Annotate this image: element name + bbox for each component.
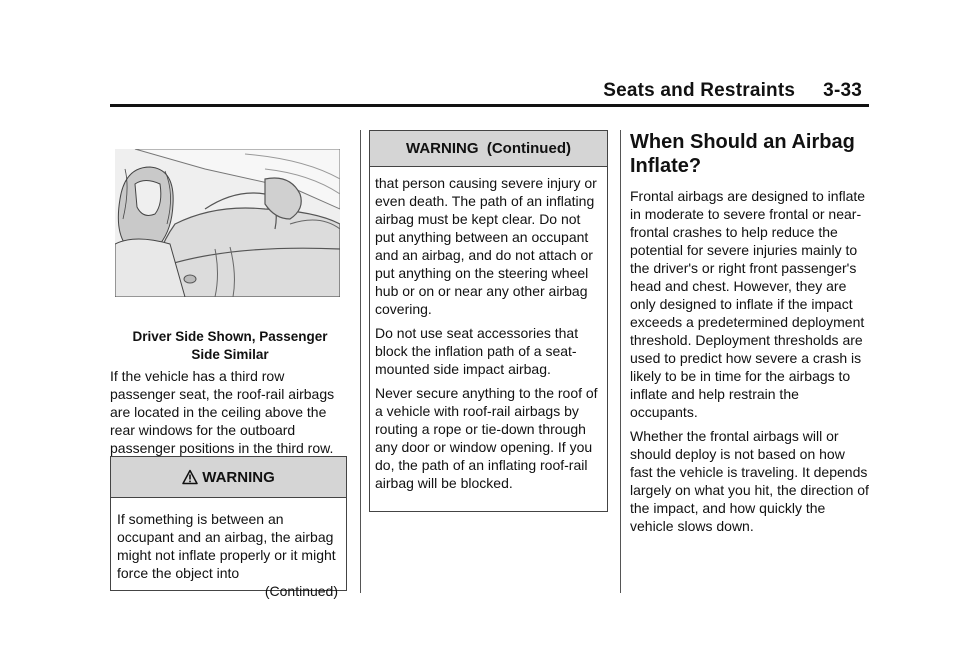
warning-continued-header bbox=[370, 131, 607, 167]
section-heading: When Should an Airbag Inflate? bbox=[630, 131, 855, 177]
warning-paragraph: that person causing severe injury or even death. The path of an inflating airbag must be kept clear. Do not put anything between an occupant and an airbag, and do not attach or put anything on the steering wheel hub or on or near any other airbag covering. bbox=[375, 175, 597, 317]
warning-continued-box bbox=[369, 130, 608, 512]
caption-line-2: Side Similar bbox=[191, 347, 269, 362]
seat-airbag-drawing bbox=[115, 149, 340, 297]
warning-paragraph: Never secure anything to the roof of a vehicle with roof-rail airbags by routing a rope or tie-down through any door or window opening. If you do, the path of an inflating roof-rail airbag will be blocked. bbox=[375, 385, 598, 491]
warning-continued-heading: WARNING (Continued) bbox=[406, 140, 571, 157]
figure-caption bbox=[110, 328, 350, 364]
continued-label: (Continued) bbox=[264, 583, 338, 599]
caption-line-1: Driver Side Shown, Passenger bbox=[132, 329, 328, 344]
warning-continued-body bbox=[370, 167, 607, 492]
warning-triangle-icon bbox=[182, 469, 198, 485]
warning-header bbox=[111, 457, 346, 498]
header-rule bbox=[110, 104, 869, 107]
deploy-criteria-paragraph: Whether the frontal airbags will or should deploy is not based on how fast the vehicle is traveling. It depends largely on what you hit, the direction of the impact, and how quickly the vehicle slows down. bbox=[630, 428, 869, 534]
frontal-airbag-paragraph: Frontal airbags are designed to inflate in moderate to severe frontal or near-frontal crashes to help reduce the potential for severe injuries mainly to the driver's or right front passenger's head and chest. However, they are only designed to inflate if the impact exceeds a predetermined deployment threshold. Deployment thresholds are used to predict how severe a crash is likely to be in time for the airbags to inflate and help restrain the occupants. bbox=[630, 188, 866, 420]
warning-box bbox=[110, 456, 347, 599]
warning-paragraph: Do not use seat accessories that block the inflation path of a seat-mounted side impact airbag. bbox=[375, 325, 579, 377]
warning-heading: WARNING bbox=[202, 468, 275, 486]
warning-body bbox=[111, 498, 346, 600]
column-divider-2 bbox=[620, 130, 621, 593]
rear-seat-illustration bbox=[115, 149, 340, 297]
page-number: 3-33 bbox=[823, 80, 862, 101]
third-row-paragraph: If the vehicle has a third row passenger seat, the roof-rail airbags are located in the ceiling above the rear windows for the outboard passenger positions in the third row. bbox=[110, 368, 335, 456]
column-divider-1 bbox=[360, 130, 361, 593]
section-title: Seats and Restraints bbox=[603, 80, 796, 101]
warning-text: If something is between an occupant and an airbag, the airbag might not inflate properly or it might force the object into bbox=[117, 511, 336, 581]
column-3 bbox=[630, 130, 870, 535]
page-header bbox=[603, 80, 862, 102]
